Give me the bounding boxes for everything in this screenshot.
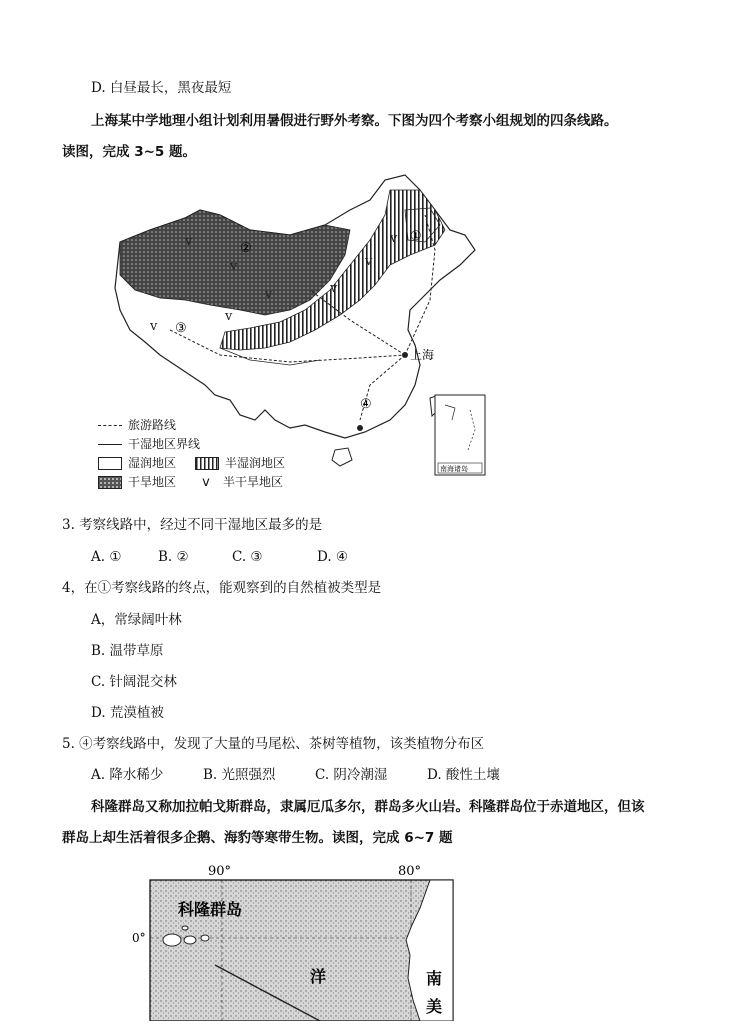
q3-stem: 3. 考察线路中，经过不同干湿地区最多的是	[62, 517, 323, 533]
q5-option-b: B. 光照强烈	[203, 767, 276, 783]
intro1-line1: 上海某中学地理小组计划利用暑假进行野外考察。下图为四个考察小组规划的四条线路。	[91, 113, 618, 129]
q4-option-b: B. 温带草原	[91, 643, 164, 659]
q3-option-b: B. ②	[158, 549, 189, 565]
route-3-label: ③	[175, 321, 187, 336]
solid-line-swatch	[98, 444, 122, 445]
semi-arid-swatch: ⅴ	[202, 475, 210, 490]
island	[163, 934, 181, 946]
continent-label-2: 美	[426, 997, 443, 1016]
continent-label-1: 南	[426, 969, 443, 988]
shanghai-label: 上海	[410, 348, 435, 362]
lat-0-label: 0°	[132, 931, 146, 945]
q3-option-c: C. ③	[232, 549, 263, 565]
humid-swatch	[98, 457, 122, 470]
semi-arid-symbol: ⅴ	[365, 254, 373, 269]
semi-arid-symbol: ⅴ	[230, 259, 238, 274]
legend-arid: 干旱地区	[98, 473, 176, 490]
island-group-label: 科隆群岛	[178, 900, 243, 919]
semi-arid-symbol: ⅴ	[185, 234, 193, 249]
island	[201, 935, 209, 941]
intro2-line1: 科隆群岛又称加拉帕戈斯群岛，隶属厄瓜多尔，群岛多火山岩。科隆群岛位于赤道地区，但该	[91, 799, 645, 815]
shanghai-dot	[402, 352, 408, 358]
lon-90-label: 90°	[208, 864, 232, 879]
route4-end-dot	[357, 425, 363, 431]
inset-label: 南海诸岛	[440, 465, 468, 473]
arid-swatch	[98, 476, 122, 489]
china-dryness-map	[90, 170, 490, 500]
q5-option-a: A. 降水稀少	[91, 767, 164, 783]
q5-stem: 5. ④考察线路中，发现了大量的马尾松、茶树等植物，该类植物分布区	[62, 736, 485, 752]
q5-options	[91, 766, 500, 784]
route-4-label: ④	[360, 397, 372, 412]
route-2-label: ②	[240, 241, 252, 256]
semi-arid-symbol: ⅴ	[390, 231, 398, 246]
legend-boundary: 干湿地区界线	[98, 435, 200, 452]
hainan-island	[332, 448, 352, 466]
ocean-char-label: 洋	[310, 967, 327, 986]
q2-option-d: D. 白昼最长，黑夜最短	[91, 80, 232, 96]
galapagos-map-svg	[130, 860, 470, 1021]
q4-option-a: A，常绿阔叶林	[91, 612, 182, 628]
island	[184, 936, 196, 944]
semi-arid-symbol: ⅴ	[265, 287, 273, 302]
semi-arid-symbol: ⅴ	[225, 309, 233, 324]
q5-option-d: D. 酸性土壤	[427, 767, 500, 783]
route-1-label: ①	[410, 229, 422, 244]
intro1-line2: 读图，完成 3~5 题。	[62, 144, 196, 160]
legend-travel-route: 旅游路线	[98, 416, 176, 433]
legend-semi-humid: 半湿润地区	[195, 454, 285, 471]
legend-semi-arid: ⅴ 半干旱地区	[195, 473, 283, 490]
island	[182, 926, 188, 930]
semi-arid-symbol: ⅴ	[150, 319, 158, 334]
q4-option-c: C. 针阔混交林	[91, 674, 177, 690]
semi-arid-symbol: ⅴ	[330, 281, 338, 296]
q5-option-c: C. 阴冷潮湿	[315, 767, 388, 783]
q4-stem: 4，在①考察线路的终点，能观察到的自然植被类型是	[62, 580, 382, 596]
q3-option-d: D. ④	[317, 549, 349, 565]
legend-humid: 湿润地区	[98, 454, 176, 471]
galapagos-map	[130, 860, 470, 1021]
lon-80-label: 80°	[398, 864, 422, 879]
q3-options	[91, 548, 348, 566]
semi-humid-swatch	[195, 457, 219, 470]
intro2-line2: 群岛上却生活着很多企鹅、海豹等寒带生物。读图，完成 6~7 题	[62, 830, 453, 846]
q4-option-d: D. 荒漠植被	[91, 705, 164, 721]
q3-option-a: A. ①	[91, 549, 122, 565]
dashed-line-swatch	[98, 425, 122, 426]
